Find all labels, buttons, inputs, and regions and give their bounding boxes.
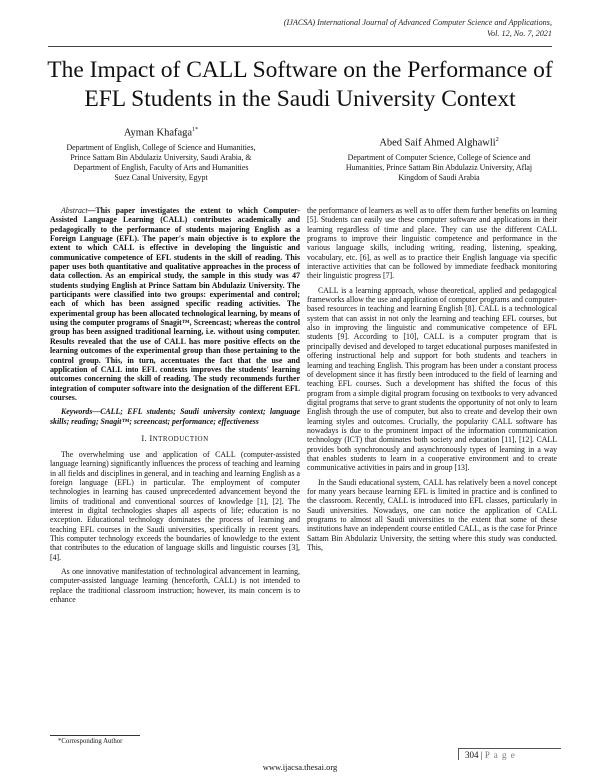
author-2-name-text: Abed Saif Ahmed Alghawli — [379, 137, 496, 149]
right-paragraph-3: In the Saudi educational system, CALL has relatively been a novel concept for many years because learning EFL is limited in practice and is confined to the classroom. Recently, CALL is introduced into EFL classes, particularly in Saudi universities. Nowadays, one can notice the application of CALL programs to almost all Saudi universities to the extent that some of these institutions have an independent course entitled CALL, as is the case for Prince Sattam Bin Abdulaziz University, the setting where this study was conducted. This, — [307, 477, 557, 553]
right-paragraph-2: CALL is a learning approach, whose theoretical, applied and pedagogical frameworks allow the use and application of computer programs and computer-based resources in teaching and learning English [8]. CALL is a technological system that can assist in not only the learning and teaching EFL courses, but also in improving the linguistic and communicative competence of EFL students [9]. According to [10], CALL is a computer program that is principally devised and developed to target educational purposes manifested in offering instructional help and support for both students and teachers in learning and teaching English. This program has been under a constant process of development since it has firstly been introduced to the field of learning and teaching EFL courses. Such a development has shifted the focus of this program from a simple digital program focusing on textbooks to very advanced digital programs that serve to grant students the opportunity of not only to learn English through the use of computer, but also to create and develop their own learning styles and outcomes. Crucially, the popularity CALL software has nowadays is due to the prominent impact of the information communication technology (ICT) that dominates both society and education [11], [12]. CALL provides both synchronously and asynchronously types of learning in a way that enables students to learn in a cooperative environment and to create communicative activities in pairs and in group [13]. — [307, 285, 557, 473]
page-word: P a g e — [484, 750, 516, 760]
intro-paragraph-2: As one innovative manifestation of technological advancement in learning, computer-assisted language learning (henceforth, CALL) is not intended to replace the traditional classroom instruction; however, its main concern is to enhance — [50, 567, 300, 605]
author-block-1 — [30, 123, 292, 183]
footnote-rule — [50, 735, 140, 736]
author-1-affil-1: Department of English, College of Science and Humanities, — [66, 142, 256, 152]
author-name-2 — [308, 133, 570, 151]
right-paragraph-1: the performance of learners as well as to offer them further benefits on learning [5]. Students can easily use these computer software and applications in their learning regardless of time and place. They can use the different CALL programs to improve their linguistic competence and performance in the various language skills, including writing, reading, listening, speaking, vocabulary, etc. [6], as well as to practice their English language via specific interactive activities that can be followed by immediate feedback monitoring their linguistic progress [7]. — [307, 206, 557, 281]
intro-paragraph-1: The overwhelming use and application of CALL (computer-assisted language learning) significantly influences the process of teaching and learning in all fields and disciplines in general, and in teaching and learning English as a foreign language (EFL) in particular. The employment of computer technologies in learning has caused unprecedented advancement beyond the limits of traditional and conventional sources of knowledge [1], [2]. The interest in digital technologies shapes all aspects of life; education is no exception. Educational technology dominates the process of learning and teaching EFL courses in the Saudi universities, specifically in recent years. This computer technology exceeds the boundaries of knowledge to the extent that contributes to the education of language skills and linguistic courses [3], [4]. — [50, 449, 300, 562]
page-number: 304 — [465, 750, 479, 760]
paper-title — [30, 56, 570, 113]
section-first-letter: I — [149, 432, 153, 443]
author-1-affil-2: Prince Sattam Bin Abdulaziz University, Saudi Arabia, & — [70, 152, 252, 162]
section-rest: NTRODUCTION — [152, 434, 209, 443]
author-name-1 — [30, 123, 292, 141]
right-column — [307, 206, 557, 557]
journal-name: (IJACSA) International Journal of Advanced Computer Science and Applications, — [283, 18, 552, 27]
author-2-affil-2: Humanities, Prince Sattam Bin Abdulaziz University, Aflaj — [345, 162, 533, 172]
author-1-affil-3: Department of English, Faculty of Arts and Humanities — [73, 162, 249, 172]
abstract — [50, 206, 300, 402]
header-rule — [48, 46, 552, 47]
keywords — [50, 407, 300, 426]
author-1-sup: 1* — [192, 127, 199, 133]
abstract-label: Abstract — [61, 206, 88, 215]
abstract-text: —This paper investigates the extent to which Computer-Assisted Language Learning (CALL) contributes academically and pedagogically to the performance of students majoring English as a Foreign Language (EFL). The paper's main objective is to explore the extent to which CALL is effective in developing the linguistic and communicative competence of EFL students in the skill of reading. This paper uses both quantitative and qualitative approaches in the process of data collection. As an empirical study, the sample in this study was 47 students studying English at Prince Sattam bin Abdulaziz University. The participants were classified into two groups: experimental and control; each of which has been assigned specific reading activities. The experimental group has been allocated technological learning, by means of using the computer programs of Snagit™, Screencast; whereas the control group has been assigned traditional learning, i.e. without using computer. Results revealed that the use of CALL has more positive effects on the learning outcomes of the experimental group than those pertaining to the control group. This, in turn, accentuates the fact that the use and application of CALL into EFL contexts improves the students' learning outcomes concerning the skill of reading. The study recommends further integration of computer software into the designation of the different EFL courses. — [50, 206, 300, 402]
author-1-name-text: Ayman Khafaga — [123, 127, 193, 139]
keywords-label: Keywords — [61, 407, 93, 417]
author-2-affil-3: Kingdom of Saudi Arabia — [398, 172, 480, 182]
keywords-text: —CALL; EFL students; Saudi university context; language skills; reading; Snagit™; screencast; performance; effectiveness — [50, 407, 300, 426]
title-line-2: EFL Students in the Saudi University Context — [84, 85, 516, 112]
author-block-2 — [308, 133, 570, 183]
author-1-affil-4: Suez Canal University, Egypt — [114, 172, 208, 182]
page-number-box: 304 | P a g e — [458, 748, 561, 760]
footer-url[interactable]: www.ijacsa.thesai.org — [262, 762, 338, 772]
footnote: *Corresponding Author — [58, 738, 123, 745]
author-2-sup: 2 — [495, 137, 499, 143]
title-line-1: The Impact of CALL Software on the Performance of — [47, 57, 553, 83]
section-number: I. — [141, 432, 147, 443]
section-heading — [50, 433, 300, 445]
journal-volume: Vol. 12, No. 7, 2021 — [486, 28, 552, 38]
left-column — [50, 206, 300, 609]
author-2-affil-1: Department of Computer Science, College of Science and — [347, 152, 531, 162]
journal-header — [222, 18, 552, 39]
